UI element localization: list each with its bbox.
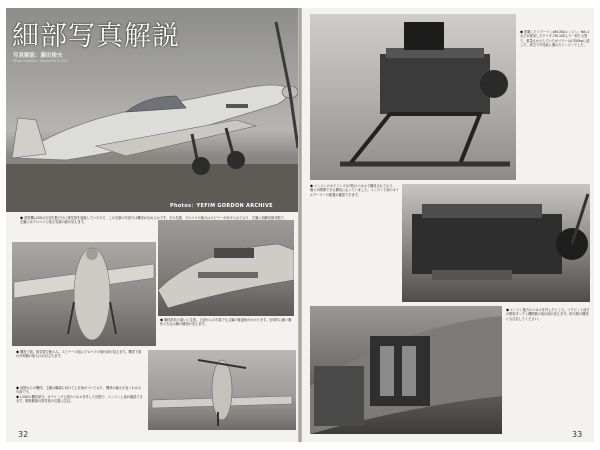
page-title: 細部写真解説 [12,21,180,52]
byline: 写真解説：藤田俊夫 [13,53,63,59]
front-view-photo [148,350,296,430]
underside-drawing [12,242,156,346]
caption-nose-closeup [160,318,292,348]
engine-cowling-photo [402,184,590,302]
caption-text: エンジン後方のパネルを外したところ。コクピット前方の燃料タンクと機関銃の取付部が見えます。防火壁の構造にも注目してください。 [506,308,590,321]
caption-cowling [310,184,400,294]
bullet-icon: ◆ [520,30,524,34]
engine-stand-drawing [310,14,516,180]
caption-text: 搭載したミクーリンAM-35Aエンジン。Yak-1などが採用したクリモフM-105より一回り大型で、重量もかさんでいたがパワーは1350hpに達した。高空での性能に優れたエンジンでした。 [520,30,590,48]
underside-photo [12,242,156,346]
caption-front-view [16,386,144,428]
caption-engine-stand [520,30,590,180]
page-number-right: 33 [572,430,583,439]
caption-text: I-200の機首部分。カウリング上面のパネルを外した状態で、エンジン上部が確認できます。胴体側面の排気管の位置に注目。 [16,394,143,404]
caption-text: 機首下面。排気管左舷のみ。スピナーの前にプロペラの取付部が見えます。機首下面の冷却器の取入口が目立ちます。 [16,350,142,359]
bullet-icon: ◆ [16,386,20,390]
nose-closeup-photo [158,220,294,316]
bullet-icon: ◆ [16,393,20,399]
left-page [6,8,298,442]
caption-text: 原型機I-200は当初左舷だけに排気管を装備していたので、この右舷の写真では機首がなめらかです。その先端、プロペラの後ろはスピナーが付けられており、右翼に前脚収納状態で、左翼にはプロペラに残る気流の跡が見えます。 [20,216,287,225]
bullet-icon: ◆ [310,184,314,188]
front-view-drawing [148,350,296,430]
bullet-icon: ◆ [16,350,20,354]
byline-subtitle: Photo Caption : Katsuhiro FUJITA [13,59,68,63]
engine-cowling-drawing [402,184,590,302]
caption-text: エンジンのカウリングは7枚のパネルで構成されており、個々が開閉できる構造になっていました。エンジン下部のオイルクーラーの配置が確認できます。 [310,184,399,197]
right-page [302,8,594,442]
caption-underside [16,350,144,380]
caption-fuselage-internal [506,308,590,430]
bullet-icon: ◆ [160,318,164,322]
caption-text: 前面からの機体。主翼は翼端に向けて上反角がついており、機体の細さが良くわかる写真です。 [16,386,142,395]
nose-closeup-drawing [158,220,294,316]
engine-stand-photo [310,14,516,180]
fuselage-internal-photo [310,306,502,434]
caption-text: 胴体形状の違いに注意。上面からの写真でも主翼の後退角がわかります。全体的に細い胴体と引込み脚の構造が見えます。 [160,318,292,327]
page-number-left: 32 [18,430,29,439]
hero-aircraft-photo [6,8,298,212]
bullet-icon: ◆ [20,216,24,220]
fuselage-internal-drawing [310,306,502,434]
bullet-icon: ◆ [506,308,510,312]
photo-credit: Photos：YEFIM GORDON ARCHIVE [170,203,273,209]
